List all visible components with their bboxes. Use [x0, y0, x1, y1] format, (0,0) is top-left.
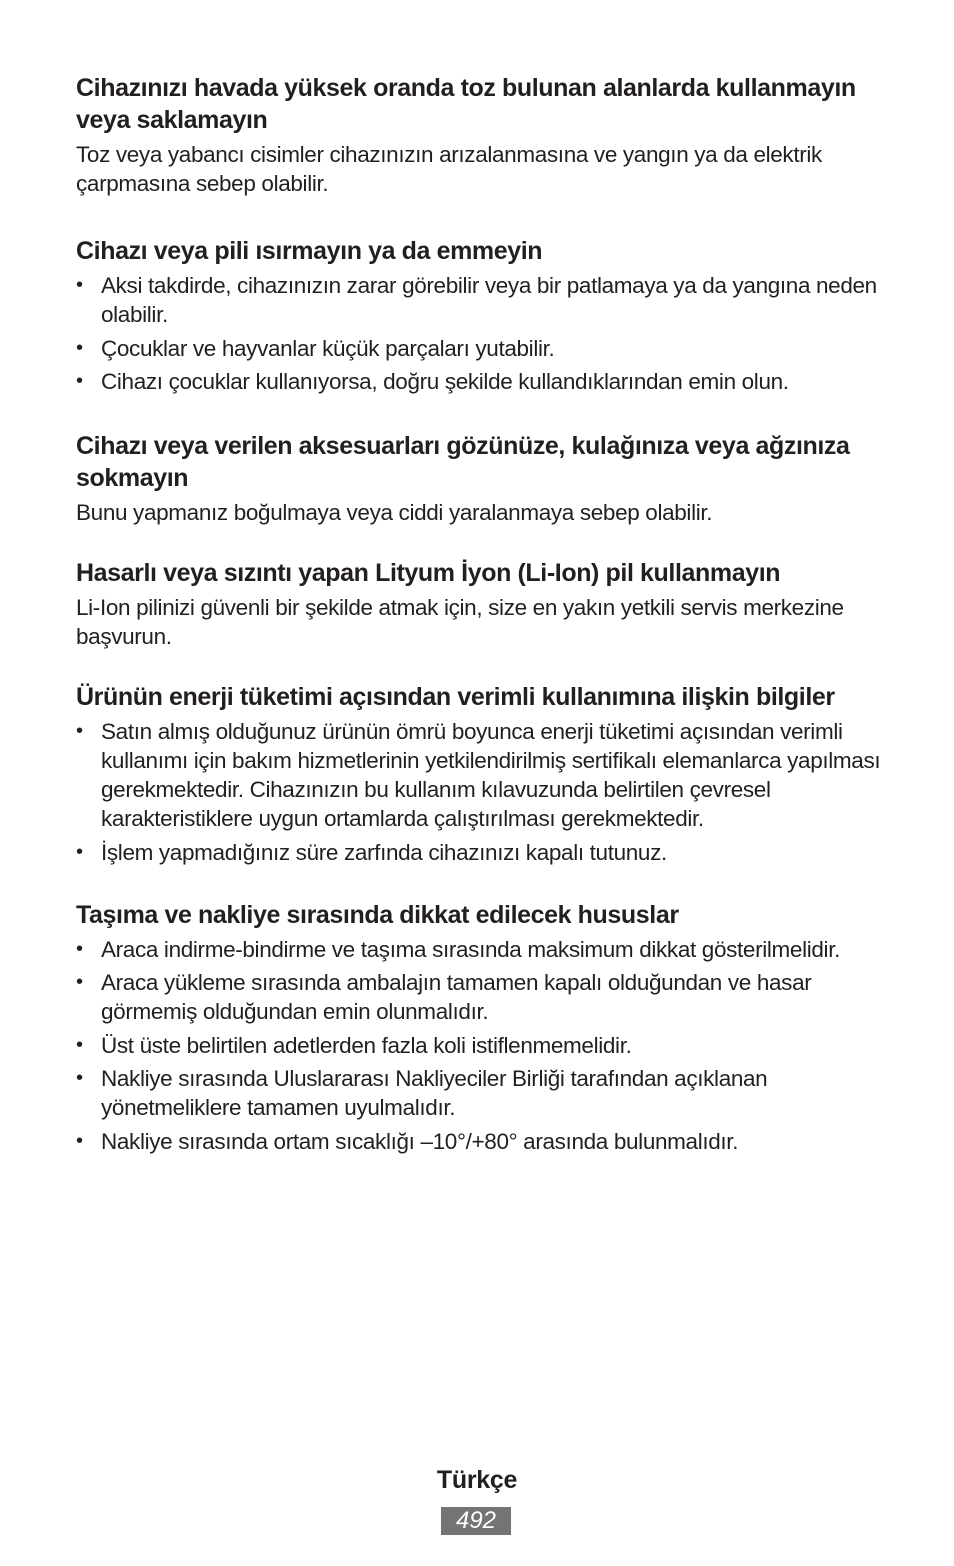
document-body	[76, 72, 888, 1160]
bullet-icon: •	[76, 971, 83, 993]
section-heading: Ürünün enerji tüketimi açısından verimli kullanımına ilişkin bilgiler	[76, 683, 835, 711]
list-item: • Nakliye sırasında Uluslararası Nakliyeciler Birliği tarafından açıklanan yönetmeliklere tamamen uyulmalıdır.	[76, 1066, 768, 1120]
section-transport	[76, 899, 888, 1156]
section-heading: Taşıma ve nakliye sırasında dikkat edilecek hususlar	[76, 900, 679, 929]
list-item: • Çocuklar ve hayvanlar küçük parçaları yutabilir.	[76, 335, 555, 361]
bullet-icon: •	[76, 720, 83, 742]
bullet-icon: •	[76, 1129, 83, 1152]
section-heading: Cihazı veya verilen aksesuarları gözünüze, kulağınıza veya ağzınıza sokmayın	[76, 432, 850, 492]
footer-language: Türkçe	[436, 1466, 518, 1494]
section-energy	[76, 681, 888, 867]
bullet-icon: •	[76, 937, 83, 960]
bullet-icon: •	[76, 1033, 83, 1056]
bullet-icon: •	[76, 336, 83, 359]
section-paragraph: Li-Ion pilinizi güvenli bir şekilde atmak için, size en yakın yetkili servis merkezine başvurun.	[76, 595, 844, 649]
section-heading: Hasarlı veya sızıntı yapan Lityum İyon (Li-Ion) pil kullanmayın	[76, 559, 781, 587]
list-item: • İşlem yapmadığınız süre zarfında cihazınızı kapalı tutunuz.	[76, 839, 667, 865]
page-number-badge: 492	[441, 1507, 511, 1535]
bullet-list	[76, 935, 888, 1156]
bullet-icon: •	[76, 840, 83, 863]
section-paragraph: Bunu yapmanız boğulmaya veya ciddi yaralanmaya sebep olabilir.	[76, 500, 713, 525]
section-li-ion	[76, 557, 888, 651]
bullet-list	[76, 717, 888, 867]
list-item: • Araca yükleme sırasında ambalajın tamamen kapalı olduğundan ve hasar görmemiş olduğundan emin olunmalıdır.	[76, 970, 812, 1024]
section-dust	[76, 72, 888, 198]
bullet-icon: •	[76, 370, 83, 392]
section-paragraph: Toz veya yabancı cisimler cihazınızın arızalanmasına ve yangın ya da elektrik çarpmasına sebep olabilir.	[76, 142, 822, 196]
list-item: • Cihazı çocuklar kullanıyorsa, doğru şekilde kullandıklarından emin olun.	[76, 369, 789, 394]
section-bite	[76, 235, 888, 396]
list-item: • Aksi takdirde, cihazınızın zarar görebilir veya bir patlamaya ya da yangına neden olabilir.	[76, 273, 877, 327]
list-item: • Araca indirme-bindirme ve taşıma sırasında maksimum dikkat gösterilmelidir.	[76, 936, 841, 962]
bullet-list	[76, 271, 888, 396]
section-heading: Cihazınızı havada yüksek oranda toz bulunan alanlarda kullanmayın veya saklamayın	[76, 74, 856, 134]
list-item: • Satın almış olduğunuz ürünün ömrü boyunca enerji tüketimi açısından verimli kullanımı için bakım hizmetlerinin yetkilendirilmiş sertifikalı elemanlarca yapılması gerekmektedir. Cihazınızın bu kullanım kılavuzunda belirtilen çevresel karakteristiklere uygun ortamlarda çalıştırılması gerekmektedir.	[76, 719, 881, 831]
list-item: • Nakliye sırasında ortam sıcaklığı –10°/+80° arasında bulunmalıdır.	[76, 1128, 739, 1154]
list-item: • Üst üste belirtilen adetlerden fazla koli istiflenmemelidir.	[76, 1032, 632, 1058]
bullet-icon: •	[76, 1067, 83, 1089]
bullet-icon: •	[76, 274, 83, 296]
section-accessories	[76, 430, 888, 527]
section-heading: Cihazı veya pili ısırmayın ya da emmeyin	[76, 237, 543, 265]
